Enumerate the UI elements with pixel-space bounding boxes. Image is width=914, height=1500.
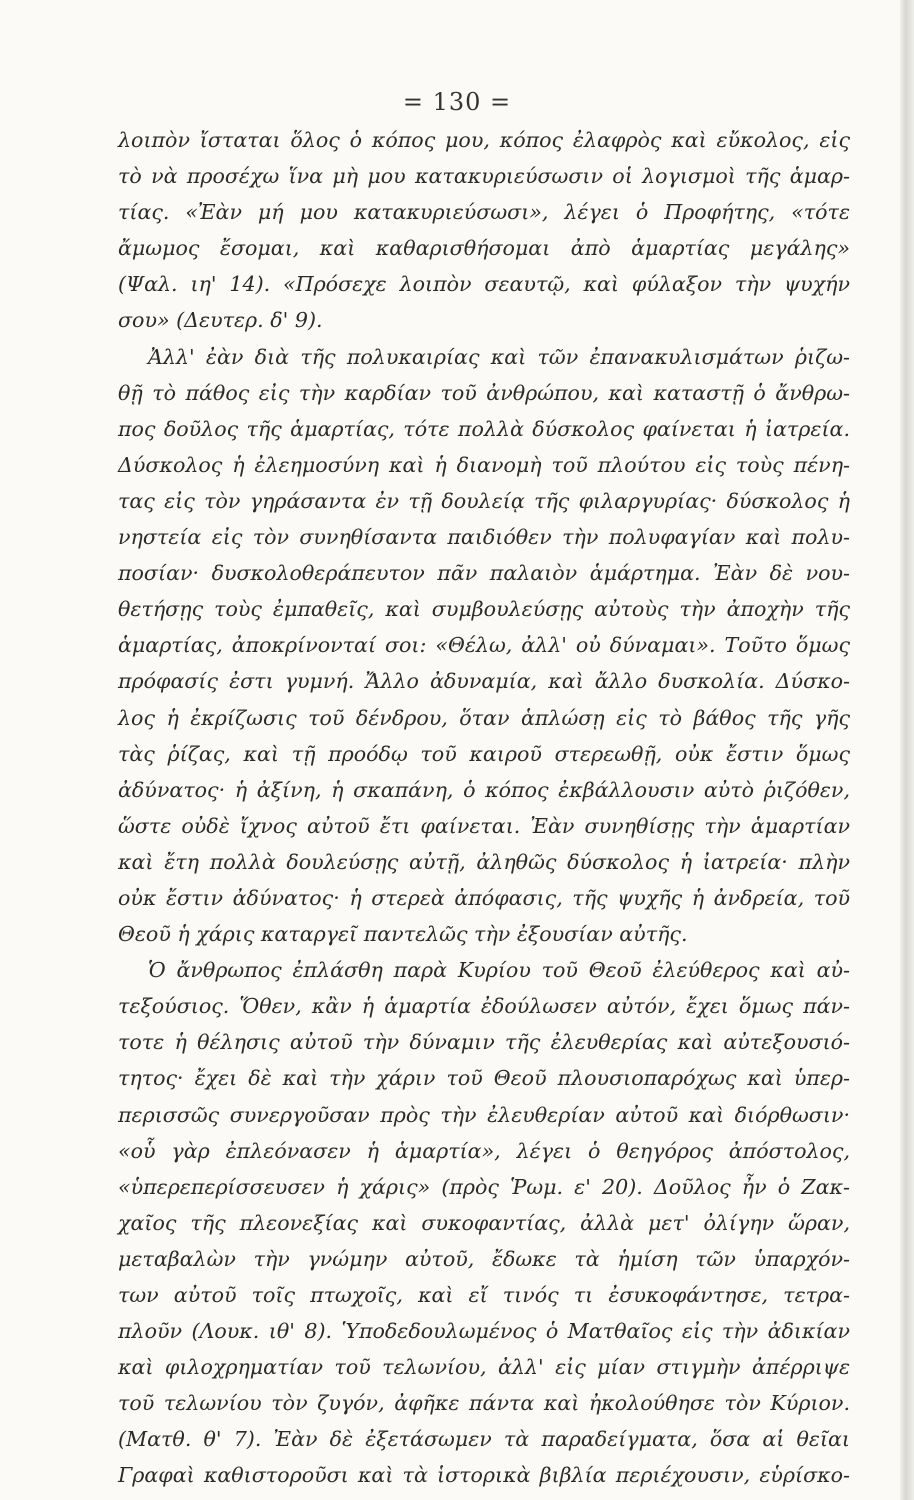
paragraph: [118, 952, 850, 1493]
text-line: ἄμωμος ἔσομαι, καὶ καθαρισθήσομαι ἀπὸ ἁμαρτίας μεγάλης»: [118, 236, 850, 261]
text-line: τὰς ῥίζας, καὶ τῇ προόδῳ τοῦ καιροῦ στερεωθῇ, οὐκ ἔστιν ὅμως: [118, 741, 850, 766]
text-line: τεξούσιος. Ὅθεν, κἂν ἡ ἁμαρτία ἐδούλωσεν αὐτόν, ἔχει ὅμως πάν-: [118, 994, 850, 1019]
text-line: των αὐτοῦ τοῖς πτωχοῖς, καὶ εἴ τινός τι ἐσυκοφάντησε, τετρα-: [118, 1283, 850, 1307]
page-edge: [900, 0, 914, 1500]
paragraph: [118, 122, 850, 339]
text-line: ἁμαρτίας, ἀποκρίνονταί σοι: «Θέλω, ἀλλ' οὐ δύναμαι». Τοῦτο ὅμως: [118, 633, 850, 658]
text-line: λοιπὸν ἴσταται ὅλος ὁ κόπος μου, κόπος ἐλαφρὸς καὶ εὔκολος, εἰς: [118, 128, 850, 152]
text-line: «ὑπερεπερίσσευσεν ἡ χάρις» (πρὸς Ῥωμ. ε' 20). Δοῦλος ἦν ὁ Ζακ-: [118, 1174, 850, 1199]
text-line: (Ψαλ. ιη' 14). «Πρόσεχε λοιπὸν σεαυτῷ, καὶ φύλαξον τὴν ψυχήν: [118, 272, 850, 297]
text-line: τοῦ τελωνίου τὸν ζυγόν, ἀφῆκε πάντα καὶ ἠκολούθησε τὸν Κύριον.: [118, 1391, 850, 1416]
text-line: σου» (Δευτερ. δ' 9).: [118, 308, 323, 333]
text-line: νηστεία εἰς τὸν συνηθίσαντα παιδιόθεν τὴν πολυφαγίαν καὶ πολυ-: [118, 525, 850, 550]
text-line: (Ματθ. θ' 7). Ἐὰν δὲ ἐξετάσωμεν τὰ παραδείγματα, ὅσα αἱ θεῖαι: [118, 1427, 850, 1452]
text-line: πος δοῦλος τῆς ἁμαρτίας, τότε πολλὰ δύσκολος φαίνεται ἡ ἰατρεία.: [118, 416, 850, 441]
text-line: Δύσκολος ἡ ἐλεημοσύνη καὶ ἡ διανομὴ τοῦ πλούτου εἰς τοὺς πένη-: [118, 452, 850, 477]
text-line: τοτε ἡ θέλησις αὐτοῦ τὴν δύναμιν τῆς ἐλευθερίας καὶ αὐτεξουσιό-: [118, 1030, 850, 1055]
text-line: πλοῦν (Λουκ. ιθ' 8). Ὑποδεδουλωμένος ὁ Ματθαῖος εἰς τὴν ἀδικίαν: [118, 1319, 850, 1344]
text-line: περισσῶς συνεργοῦσαν πρὸς τὴν ἐλευθερίαν αὐτοῦ καὶ διόρθωσιν·: [118, 1102, 850, 1127]
text-line: ἀδύνατος· ἡ ἀξίνη, ἡ σκαπάνη, ὁ κόπος ἐκβάλλουσιν αὐτὸ ῥιζόθεν,: [118, 777, 850, 802]
text-line: καὶ ἔτη πολλὰ δουλεύσῃς αὐτῇ, ἀληθῶς δύσκολος ἡ ἰατρεία· πλὴν: [118, 849, 850, 874]
text-line: ὥστε οὐδὲ ἴχνος αὐτοῦ ἔτι φαίνεται. Ἐὰν συνηθίσῃς τὴν ἁμαρτίαν: [118, 813, 850, 838]
text-line: λος ἡ ἐκρίζωσις τοῦ δένδρου, ὅταν ἁπλώσῃ εἰς τὸ βάθος τῆς γῆς: [118, 705, 850, 730]
text-line: τίας. «Ἐὰν μή μου κατακυριεύσωσι», λέγει ὁ Προφήτης, «τότε: [118, 200, 850, 225]
text-line: θῇ τὸ πάθος εἰς τὴν καρδίαν τοῦ ἀνθρώπου, καὶ καταστῇ ὁ ἄνθρω-: [118, 380, 850, 405]
text-line: μεταβαλὼν τὴν γνώμην αὐτοῦ, ἔδωκε τὰ ἡμίση τῶν ὑπαρχόν-: [118, 1246, 850, 1271]
text-line: οὐκ ἔστιν ἀδύνατος· ἡ στερεὰ ἀπόφασις, τῆς ψυχῆς ἡ ἀνδρεία, τοῦ: [118, 885, 850, 910]
body-text: [118, 122, 850, 1494]
text-line: ποσίαν· δυσκολοθεράπευτον πᾶν παλαιὸν ἁμάρτημα. Ἐὰν δὲ νου-: [118, 561, 850, 586]
text-line: τητος· ἔχει δὲ καὶ τὴν χάριν τοῦ Θεοῦ πλουσιοπαρόχως καὶ ὑπερ-: [118, 1066, 850, 1091]
text-line: Ἀλλ' ἐὰν διὰ τῆς πολυκαιρίας καὶ τῶν ἐπανακυλισμάτων ῥιζω-: [148, 344, 850, 369]
text-line: Ὁ ἄνθρωπος ἐπλάσθη παρὰ Κυρίου τοῦ Θεοῦ ἐλεύθερος καὶ αὐ-: [148, 958, 850, 983]
text-line: τὸ νὰ προσέχω ἵνα μὴ μου κατακυριεύσωσιν οἱ λογισμοὶ τῆς ἁμαρ-: [118, 164, 850, 189]
text-line: θετήσῃς τοὺς ἐμπαθεῖς, καὶ συμβουλεύσῃς αὐτοὺς τὴν ἀποχὴν τῆς: [118, 597, 850, 622]
text-line: Θεοῦ ἡ χάρις καταργεῖ παντελῶς τὴν ἐξουσίαν αὐτῆς.: [118, 922, 688, 947]
page-number-header: = 130 =: [402, 88, 512, 116]
text-line: πρόφασίς ἐστι γυμνή. Ἄλλο ἀδυναμία, καὶ ἄλλο δυσκολία. Δύσκο-: [118, 669, 850, 694]
paragraph: [118, 339, 850, 953]
text-line: καὶ φιλοχρηματίαν τοῦ τελωνίου, ἀλλ' εἰς μίαν στιγμὴν ἀπέρριψε: [118, 1355, 850, 1380]
text-line: Γραφαὶ καθιστοροῦσι καὶ τὰ ἱστορικὰ βιβλία περιέχουσιν, εὑρίσκο-: [118, 1463, 850, 1488]
text-line: «οὗ γὰρ ἐπλεόνασεν ἡ ἁμαρτία», λέγει ὁ θεηγόρος ἀπόστολος,: [118, 1138, 850, 1163]
text-line: τας εἰς τὸν γηράσαντα ἐν τῇ δουλείᾳ τῆς φιλαργυρίας· δύσκολος ἡ: [118, 488, 850, 513]
text-line: χαῖος τῆς πλεονεξίας καὶ συκοφαντίας, ἀλλὰ μετ' ὀλίγην ὥραν,: [118, 1210, 850, 1235]
